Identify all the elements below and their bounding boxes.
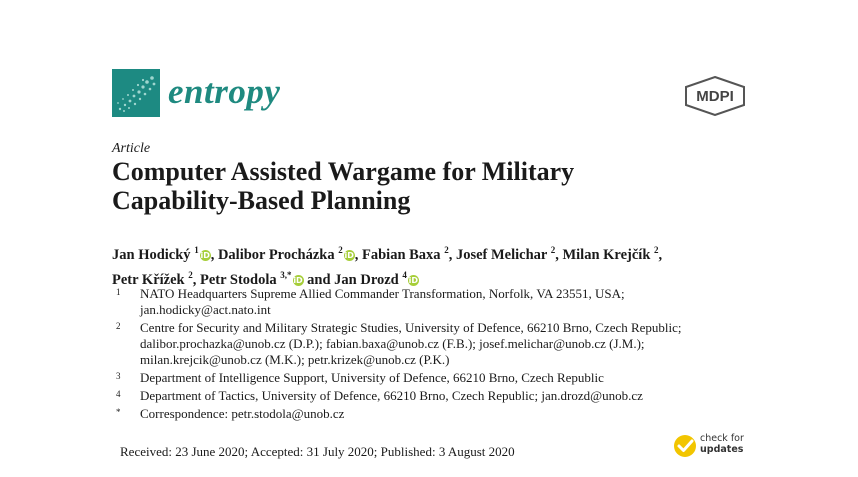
author-affiliation-mark: 2 (444, 245, 449, 255)
affiliation-item (116, 286, 736, 318)
affiliation-text (140, 388, 736, 404)
title-line-2: Capability-Based Planning (112, 186, 411, 215)
title-line-1: Computer Assisted Wargame for Military (112, 157, 575, 186)
author-list: Jan Hodický $^1$iD, Dalibor Procházka $^2$iD, Fabian Baxa $^2$, Josef Melichar $^2$, Milan Krejčík $^2$, Petr Křížek $^2$, Petr Stodola $^{3,*}$iD and Jan Drozd $^4$iD (112, 245, 663, 288)
affiliation-text (140, 370, 736, 386)
author-name[interactable]: Jan Hodický (112, 246, 191, 263)
author-name[interactable]: Dalibor Procházka (217, 246, 335, 263)
author-affiliation-mark: 2 (188, 269, 193, 280)
orcid-icon[interactable]: iD (344, 250, 354, 260)
author-affiliation-mark: 1 (194, 245, 199, 255)
author-name[interactable]: Petr Stodola (199, 271, 277, 288)
affiliation-number: * (116, 407, 121, 417)
affiliation-number: 2 (116, 321, 121, 331)
affiliation-item (116, 370, 736, 386)
affiliation-number: 1 (116, 287, 121, 297)
publication-dates: Received: 23 June 2020; Accepted: 31 July 2020; Published: 3 August 2020 (120, 444, 515, 459)
affiliation-line: jan.hodicky@act.nato.int (140, 302, 271, 317)
affiliation-line: Centre for Security and Military Strategic Studies, University of Defence, 66210 Brno, Czech Republic; (140, 320, 682, 335)
affiliation-number: 3 (116, 371, 121, 381)
author-name[interactable]: Josef Melichar (455, 246, 548, 263)
orcid-icon[interactable]: iD (293, 275, 303, 285)
orcid-icon[interactable]: iD (408, 275, 419, 285)
journal-name: entropy (168, 72, 281, 111)
article-type: Article (112, 141, 151, 156)
orcid-icon[interactable]: iD (200, 250, 210, 260)
journal-logo-icon (112, 69, 160, 117)
mdpi-logo-icon (684, 76, 746, 116)
author-affiliation-mark: 3,* (280, 269, 292, 280)
author-name[interactable]: Petr Křížek (112, 271, 185, 288)
affiliation-line: Correspondence: petr.stodola@unob.cz (140, 406, 345, 421)
check-updates-line1: check for (700, 433, 744, 444)
author-name[interactable]: Milan Krejčík (562, 246, 651, 263)
affiliation-line: NATO Headquarters Supreme Allied Commander Transformation, Norfolk, VA 23551, USA; (140, 286, 625, 301)
affiliation-item (116, 406, 736, 422)
author-affiliation-mark: 4 (402, 269, 407, 280)
affiliation-item (116, 320, 736, 368)
affiliation-line: milan.krejcik@unob.cz (M.K.); petr.krizek@unob.cz (P.K.) (140, 352, 450, 367)
author-name[interactable]: Fabian Baxa (362, 246, 441, 263)
affiliation-text (140, 320, 736, 368)
svg-text:MDPI: MDPI (696, 88, 734, 105)
affiliation-text (140, 406, 736, 422)
author-affiliation-mark: 2 (550, 245, 556, 255)
affiliation-line: dalibor.prochazka@unob.cz (D.P.); fabian.baxa@unob.cz (F.B.); josef.melichar@unob.cz (J.M.); (140, 336, 645, 351)
affiliation-line: Department of Intelligence Support, University of Defence, 66210 Brno, Czech Republic (140, 370, 604, 385)
affiliation-list (116, 286, 736, 424)
check-updates-line2: updates (700, 444, 744, 455)
affiliation-text (140, 286, 736, 318)
affiliation-item (116, 388, 736, 404)
author-affiliation-mark: 2 (338, 245, 343, 255)
affiliation-number: 4 (116, 389, 121, 399)
check-updates-text[interactable] (700, 433, 744, 455)
author-name[interactable]: Jan Drozd (334, 271, 399, 288)
author-affiliation-mark: 2 (654, 245, 659, 255)
affiliation-line: Department of Tactics, University of Defence, 66210 Brno, Czech Republic; jan.drozd@unob.cz (140, 388, 643, 403)
check-updates-icon (672, 433, 698, 459)
paper-title (112, 157, 672, 215)
